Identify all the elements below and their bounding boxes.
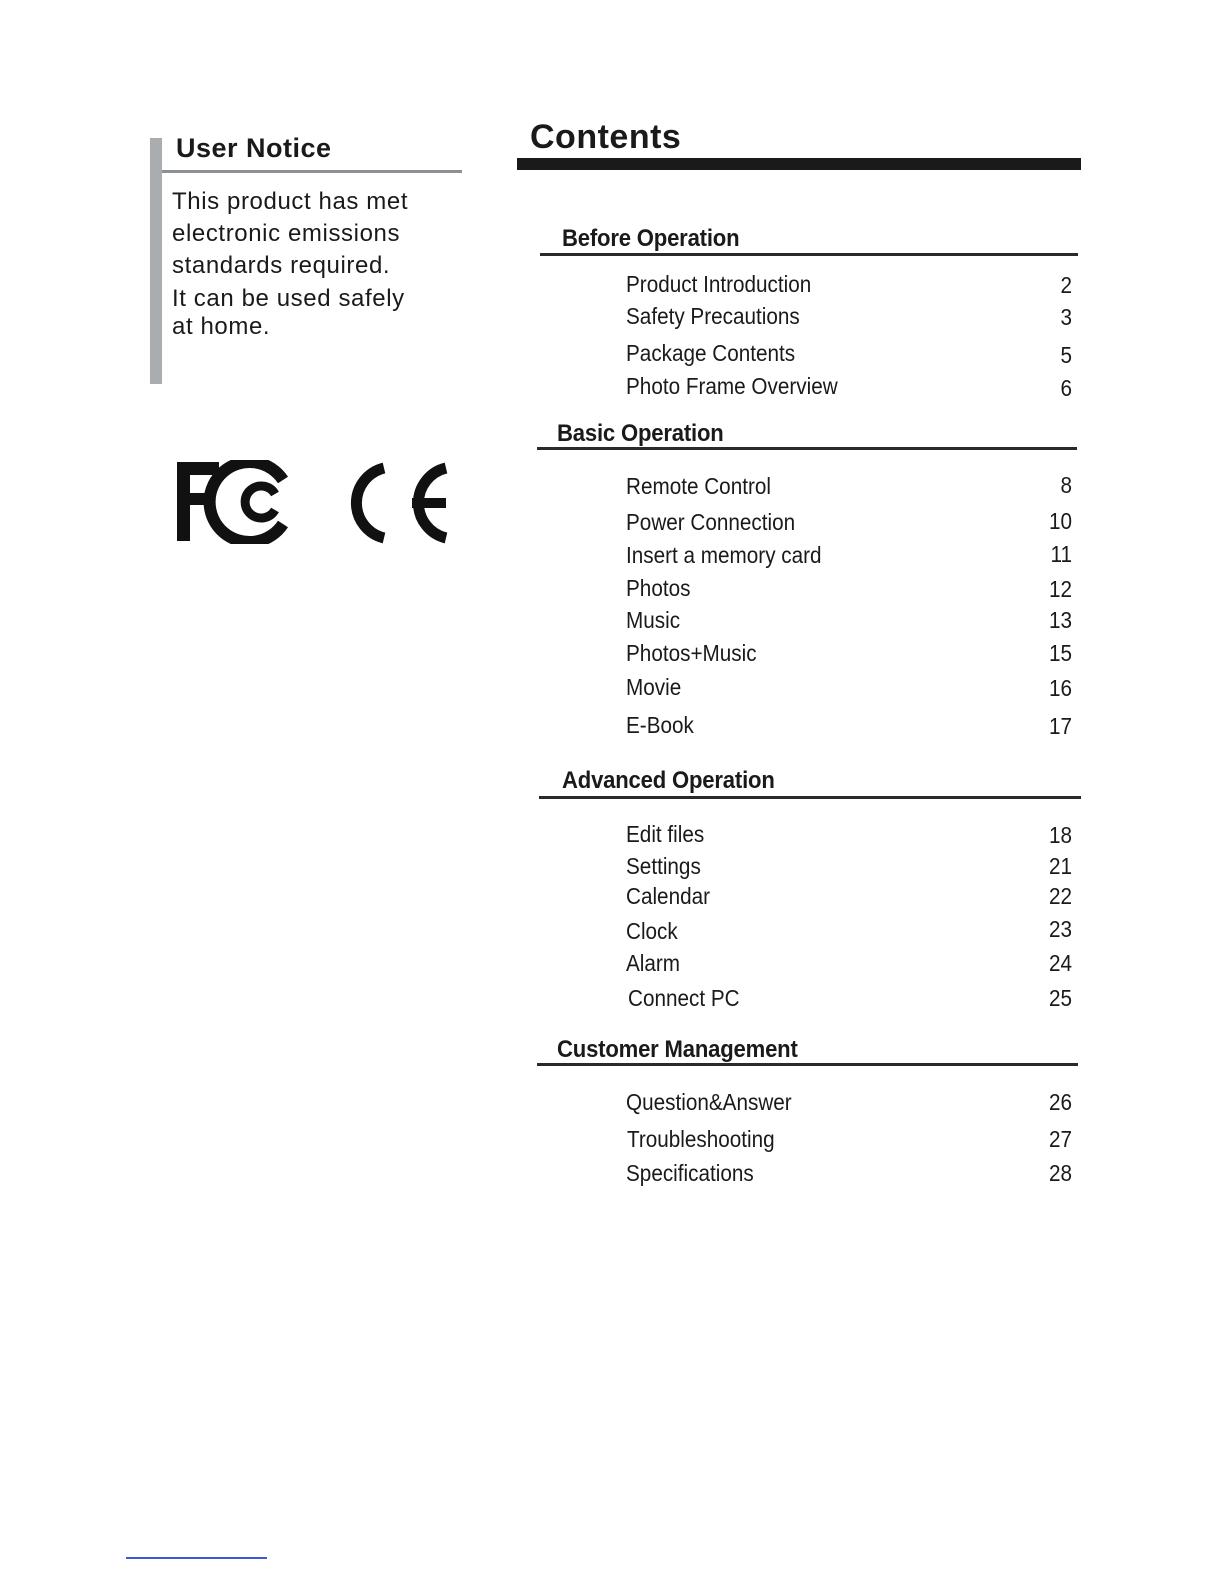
toc-entry-page: 3 (1060, 304, 1072, 330)
toc-entry-page: 28 (1048, 1160, 1072, 1186)
toc-entry-label[interactable]: Movie (626, 674, 682, 700)
toc-entry-page: 2 (1060, 272, 1072, 298)
notice-side-bar (150, 138, 162, 384)
toc-entry-label[interactable]: Product Introduction (626, 271, 812, 297)
toc-entry-page: 23 (1048, 916, 1072, 942)
toc-entry-page: 17 (1048, 713, 1072, 739)
toc-entry-page: 13 (1048, 607, 1072, 633)
toc-entry-label[interactable]: Power Connection (626, 509, 796, 535)
toc-entry-label[interactable]: Specifications (626, 1160, 754, 1186)
toc-entry-label[interactable]: Clock (626, 918, 678, 944)
notice-line: electronic emissions (172, 220, 401, 247)
toc-entry-page: 5 (1060, 342, 1072, 368)
toc-entry-label[interactable]: Package Contents (626, 340, 796, 366)
toc-entry-label[interactable]: Insert a memory card (626, 542, 822, 568)
toc-entry-label[interactable]: Remote Control (626, 473, 771, 499)
toc-entry-page: 18 (1048, 822, 1072, 848)
section-rule (540, 253, 1078, 256)
notice-line: This product has met (172, 188, 409, 215)
section-rule (539, 796, 1081, 799)
toc-entry-page: 26 (1048, 1089, 1072, 1115)
toc-entry-page: 22 (1048, 883, 1072, 909)
fcc-logo (175, 460, 293, 544)
contents-title-rule (517, 158, 1081, 170)
section-title-before-operation: Before Operation (562, 225, 740, 252)
ce-logo (346, 462, 458, 544)
notice-text (172, 186, 462, 343)
toc-entry-page: 16 (1048, 675, 1072, 701)
toc-entry-label[interactable]: Photos (626, 575, 691, 601)
toc-entry-label[interactable]: Alarm (626, 950, 681, 976)
toc-entry-page: 8 (1060, 472, 1072, 498)
toc-entry-page: 11 (1050, 541, 1072, 567)
toc-entry-label[interactable]: Calendar (626, 883, 711, 909)
toc-entry-label[interactable]: Question&Answer (626, 1089, 792, 1115)
toc-entry-label[interactable]: Photo Frame Overview (626, 373, 838, 399)
notice-line: at home. (172, 313, 271, 340)
toc-entry-label[interactable]: Photos+Music (626, 640, 757, 666)
section-rule (537, 1063, 1078, 1066)
notice-title: User Notice (176, 133, 332, 163)
notice-line: standards required. (172, 252, 391, 279)
toc-entry-label[interactable]: Settings (626, 853, 701, 879)
notice-line: It can be used safely (172, 285, 405, 312)
toc-entry-page: 27 (1048, 1126, 1072, 1152)
toc-entry-label[interactable]: Troubleshooting (627, 1126, 775, 1152)
toc-entry-label[interactable]: E-Book (626, 712, 694, 738)
toc-entry-page: 24 (1048, 950, 1072, 976)
toc-entry-label[interactable]: Safety Precautions (626, 303, 800, 329)
footer-link-underline (126, 1557, 267, 1559)
section-title-advanced-operation: Advanced Operation (562, 767, 775, 794)
toc-entry-page: 10 (1048, 508, 1072, 534)
toc-entry-label[interactable]: Connect PC (628, 985, 740, 1011)
section-rule (537, 447, 1077, 450)
toc-entry-page: 15 (1048, 640, 1072, 666)
section-title-basic-operation: Basic Operation (557, 420, 724, 447)
toc-entry-label[interactable]: Edit files (626, 821, 705, 847)
toc-entry-label[interactable]: Music (626, 607, 681, 633)
toc-entry-page: 6 (1060, 375, 1072, 401)
section-title-customer-management: Customer Management (557, 1036, 798, 1063)
toc-entry-page: 21 (1048, 853, 1072, 879)
contents-title: Contents (530, 118, 682, 156)
toc-entry-page: 25 (1048, 985, 1072, 1011)
toc-entry-page: 12 (1048, 576, 1072, 602)
notice-title-rule (162, 170, 462, 173)
